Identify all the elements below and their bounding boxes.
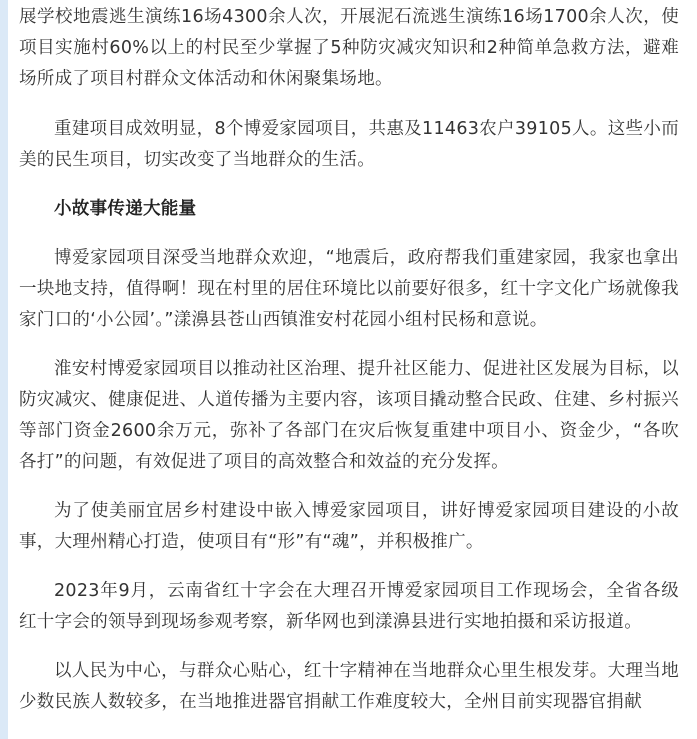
paragraph-project-results: 重建项目成效明显，8个博爱家园项目，共惠及11463农户39105人。这些小而美的民生项目，切实改变了当地群众的生活。	[19, 119, 679, 170]
section-heading: 小故事传递大能量	[54, 199, 197, 219]
left-accent-rule	[0, 0, 8, 739]
paragraph-disaster-drills: 展学校地震逃生演练16场4300余人次，开展泥石流逃生演练16场1700余人次，使项目实施村60%以上的村民至少掌握了5种防灾减灾知识和2种简单急救方法，避难场所成了项目村群众文体活动和休闲聚集场地。	[19, 7, 679, 89]
paragraph-field-meeting: 2023年9月，云南省红十字会在大理召开博爱家园项目工作现场会，全省各级红十字会的领导到现场参观考察，新华网也到漾濞县进行实地拍摄和采访报道。	[19, 581, 679, 632]
paragraph-villager-quote: 博爱家园项目深受当地群众欢迎，“地震后，政府帮我们重建家园，我家也拿出一块地支持，值得啊！现在村里的居住环境比以前要好很多，红十字文化广场就像我家门口的‘小公园’。”漾濞县苍山西镇淮安村花园小组村民杨和意说。	[19, 248, 679, 330]
paragraph-huaian-village-project: 淮安村博爱家园项目以推动社区治理、提升社区能力、促进社区发展为目标，以防灾减灾、健康促进、人道传播为主要内容，该项目撬动整合民政、住建、乡村振兴等部门资金2600余万元，弥补了各部门在灾后恢复重建中项目小、资金少，“各吹各打”的问题，有效促进了项目的高效整合和效益的充分发挥。	[19, 359, 679, 472]
paragraph-storytelling: 为了使美丽宜居乡村建设中嵌入博爱家园项目，讲好博爱家园项目建设的小故事，大理州精心打造，使项目有“形”有“魂”，并积极推广。	[19, 501, 679, 552]
article-body	[19, 0, 679, 718]
paragraph-people-centered: 以人民为中心，与群众心贴心，红十字精神在当地群众心里生根发芽。大理当地少数民族人数较多，在当地推进器官捐献工作难度较大，全州目前实现器官捐献	[19, 661, 679, 712]
